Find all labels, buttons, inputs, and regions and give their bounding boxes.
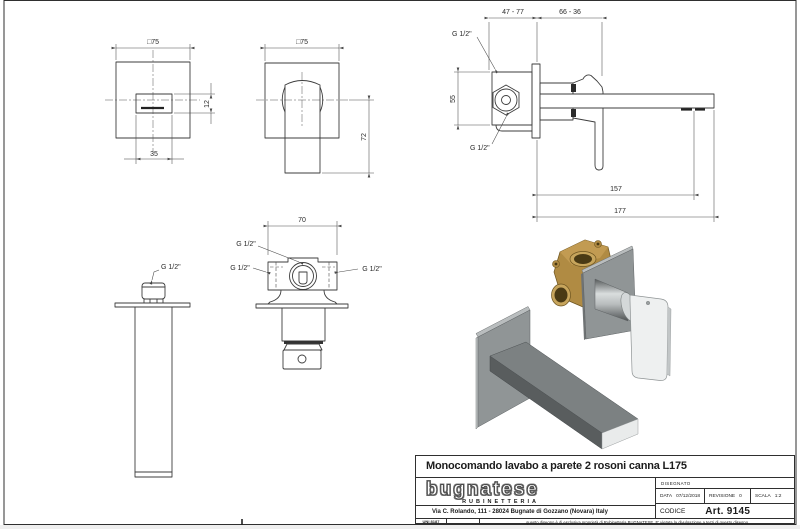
view-front-spout-plate [105,39,215,164]
brand-logo: bugnatese [426,479,540,500]
dim-label-47-77: 47 - 77 [502,9,524,16]
dim-label-sq75-b: □75 [295,39,309,46]
disegnato-label: DISEGNATO [656,478,794,489]
scala-label: SCALA [755,493,771,499]
norm-reference: UNI 8187 [416,519,447,525]
view-front-handle-plate [256,39,374,173]
data-label: DATA [660,493,673,499]
dim-label-72: 72 [361,133,368,141]
dim-label-12: 12 [204,100,211,108]
property-disclaimer: questo disegno è di esclusiva proprietà di Rubinetteria BUGNATESE. E' vietata la divulgazione a terzi di questo disegno [525,519,749,525]
page-edge [0,525,800,529]
codice-value: Art. 9145 [705,505,751,517]
view-side-section [450,9,714,222]
page-border [4,1,796,529]
codice-label: CODICE [660,507,686,515]
brand-subtitle: RUBINETTERIA [462,499,540,505]
g-half-label-side-bottom: G 1/2" [470,145,490,152]
dim-label-70: 70 [298,217,306,224]
view-spout-top [115,264,190,477]
dim-label-sq75-a: □75 [146,39,160,46]
dim-label-35: 35 [150,151,158,158]
company-address: Via C. Rolando, 111 - 28024 Bugnate di Gozzano (Novara) Italy [432,509,608,516]
revisione-label: REVISIONE [709,493,736,499]
dim-label-66-36: 66 - 36 [559,9,581,16]
revisione-value: 0 [739,493,742,499]
view-valve-front [230,217,382,369]
g-half-label-valve-right: G 1/2" [362,266,382,273]
g-half-label-valve-top: G 1/2" [236,241,256,248]
dim-label-157: 157 [610,186,622,193]
scala-value: 1:2 [774,493,782,499]
g-half-label-side-top: G 1/2" [452,31,472,38]
title-block [415,455,795,524]
dim-label-177: 177 [614,208,626,215]
g-half-label-spout: G 1/2" [161,264,181,271]
data-value: 07/12/2018 [676,493,701,499]
drawing-title: Monocomando lavabo a parete 2 rosoni canna L175 [416,456,794,478]
g-half-label-valve-left: G 1/2" [230,265,250,272]
dim-label-55: 55 [450,95,457,103]
render-3d [476,240,671,449]
